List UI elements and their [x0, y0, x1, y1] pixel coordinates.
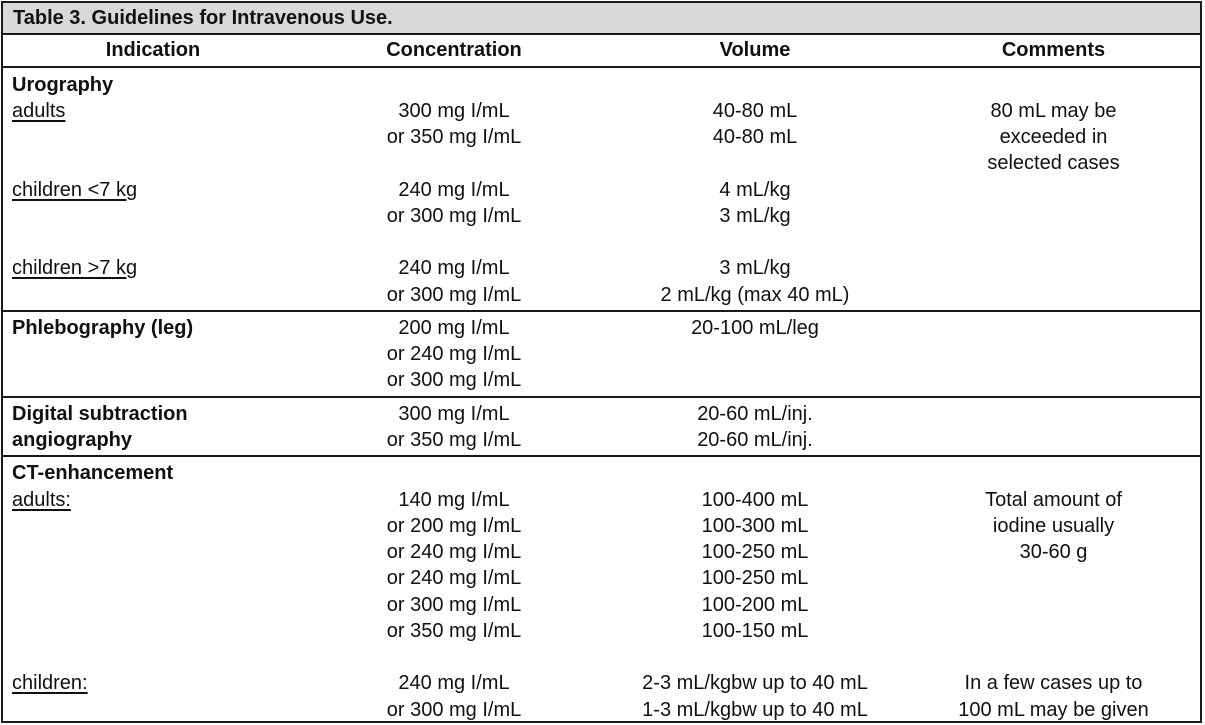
concentration-value: 300 mg I/mL	[398, 403, 510, 425]
header-volume: Volume	[719, 39, 791, 61]
volume-value: 40-80 mL	[712, 126, 798, 148]
volume-value: 3 mL/kg	[719, 205, 791, 227]
comment-text: Total amount of	[985, 489, 1122, 511]
concentration-value: 200 mg I/mL	[398, 317, 510, 339]
volume-value: 20-100 mL/leg	[691, 317, 819, 339]
concentration-value: or 300 mg I/mL	[386, 699, 522, 721]
comment-text: In a few cases up to	[964, 672, 1143, 694]
volume-value: 1-3 mL/kgbw up to 40 mL	[642, 699, 868, 721]
guidelines-table	[1, 1, 1202, 723]
concentration-value: 240 mg I/mL	[398, 179, 510, 201]
indication-label: Phlebography (leg)	[12, 317, 194, 339]
volume-value: 40-80 mL	[712, 100, 798, 122]
sub-indication-label: children:	[12, 672, 88, 694]
concentration-value: or 300 mg I/mL	[386, 594, 522, 616]
sub-indication-label: adults	[12, 100, 66, 122]
sub-indication-label: adults:	[12, 489, 71, 511]
comment-text: exceeded in	[999, 126, 1108, 148]
concentration-value: or 240 mg I/mL	[386, 567, 522, 589]
volume-value: 100-250 mL	[701, 541, 809, 563]
comment-text: selected cases	[987, 152, 1120, 174]
header-comments: Comments	[1001, 39, 1106, 61]
concentration-value: or 200 mg I/mL	[386, 515, 522, 537]
table-title: Table 3. Guidelines for Intravenous Use.	[3, 3, 1200, 35]
volume-value: 20-60 mL/inj.	[697, 429, 813, 451]
concentration-value: 140 mg I/mL	[398, 489, 510, 511]
volume-value: 100-150 mL	[701, 620, 809, 642]
volume-value: 2-3 mL/kgbw up to 40 mL	[642, 672, 868, 694]
volume-value: 100-250 mL	[701, 567, 809, 589]
concentration-value: 240 mg I/mL	[398, 257, 510, 279]
comment-text: 30-60 g	[1019, 541, 1088, 563]
comment-text: 80 mL may be	[990, 100, 1117, 122]
concentration-value: or 240 mg I/mL	[386, 343, 522, 365]
concentration-value: 240 mg I/mL	[398, 672, 510, 694]
sub-indication-label: children >7 kg	[12, 257, 138, 279]
section-ct-enhancement	[3, 457, 1200, 721]
volume-value: 20-60 mL/inj.	[697, 403, 813, 425]
indication-label: Digital subtraction	[12, 403, 188, 425]
table-header-row	[3, 35, 1200, 68]
concentration-value: or 300 mg I/mL	[386, 284, 522, 306]
concentration-value: or 350 mg I/mL	[386, 126, 522, 148]
section-phlebography	[3, 312, 1200, 398]
indication-label: angiography	[12, 429, 133, 451]
volume-value: 2 mL/kg (max 40 mL)	[660, 284, 850, 306]
comment-text: 100 mL may be given	[958, 699, 1149, 721]
comment-text: iodine usually	[992, 515, 1115, 537]
volume-value: 4 mL/kg	[719, 179, 791, 201]
indication-label: Urography	[12, 74, 114, 96]
volume-value: 100-200 mL	[701, 594, 809, 616]
concentration-value: or 300 mg I/mL	[386, 369, 522, 391]
concentration-value: or 350 mg I/mL	[386, 429, 522, 451]
header-indication: Indication	[105, 39, 201, 61]
volume-value: 100-400 mL	[701, 489, 809, 511]
concentration-value: or 300 mg I/mL	[386, 205, 522, 227]
concentration-value: or 240 mg I/mL	[386, 541, 522, 563]
concentration-value: 300 mg I/mL	[398, 100, 510, 122]
section-urography	[3, 68, 1200, 312]
section-dsa	[3, 398, 1200, 457]
volume-value: 100-300 mL	[701, 515, 809, 537]
volume-value: 3 mL/kg	[719, 257, 791, 279]
concentration-value: or 350 mg I/mL	[386, 620, 522, 642]
header-concentration: Concentration	[386, 39, 522, 61]
sub-indication-label: children <7 kg	[12, 179, 138, 201]
indication-label: CT-enhancement	[12, 462, 174, 484]
